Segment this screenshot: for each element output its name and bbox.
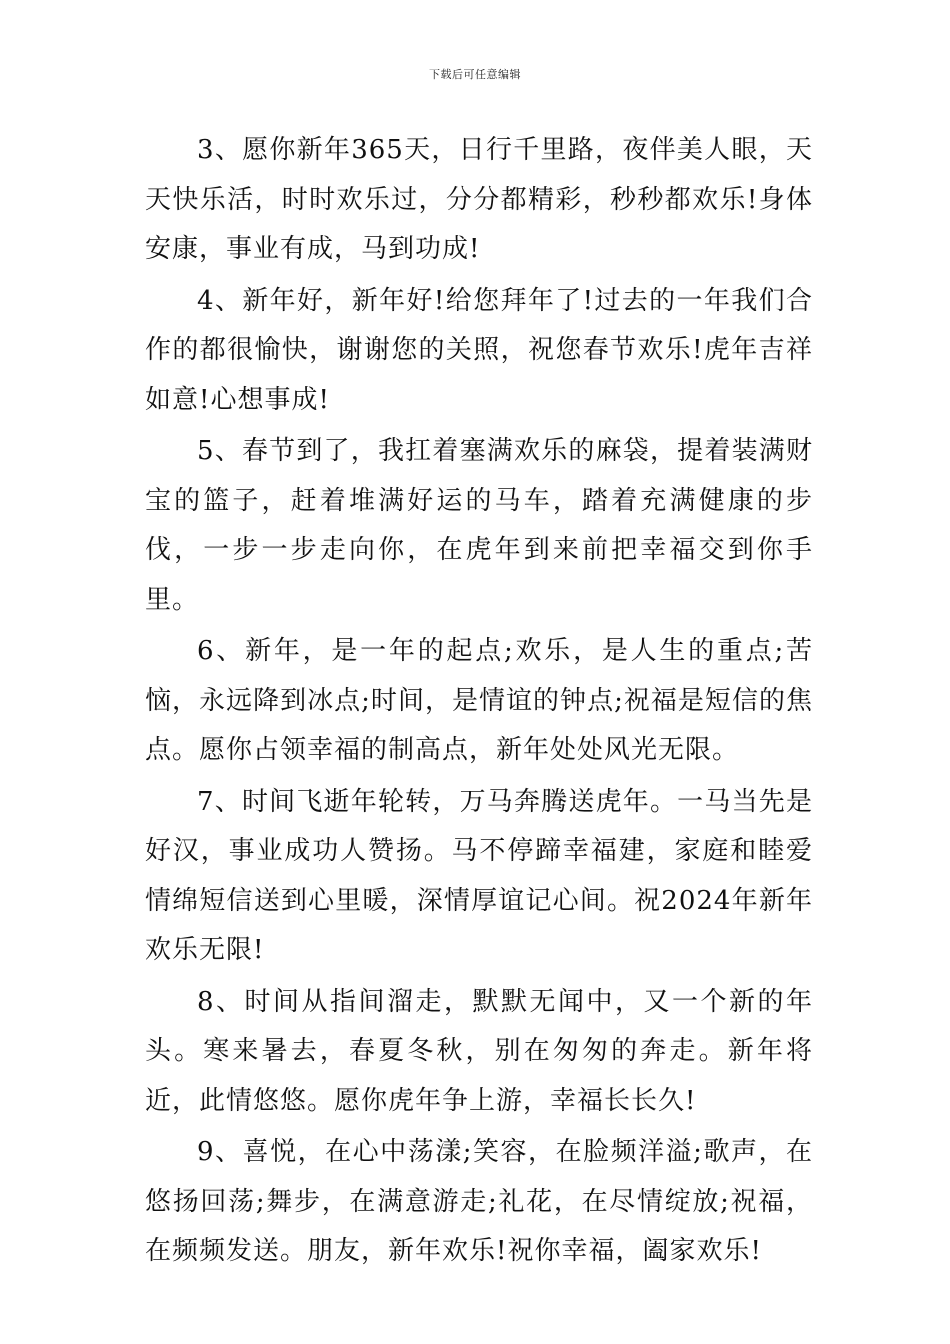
paragraph-4: 4、新年好，新年好!给您拜年了!过去的一年我们合作的都很愉快，谢谢您的关照，祝您春节欢乐!虎年吉祥如意!心想事成! xyxy=(145,285,813,415)
document-body xyxy=(145,126,813,1279)
paragraph-6: 6、新年，是一年的起点;欢乐，是人生的重点;苦恼，永远降到冰点;时间，是情谊的钟点;祝福是短信的焦点。愿你占领幸福的制高点，新年处处风光无限。 xyxy=(145,636,813,765)
paragraph-5: 5、春节到了，我扛着塞满欢乐的麻袋，提着装满财宝的篮子，赶着堆满好运的马车，踏着充满健康的步伐，一步一步走向你，在虎年到来前把幸福交到你手里。 xyxy=(145,436,813,615)
paragraph-9: 9、喜悦，在心中荡漾;笑容，在脸频洋溢;歌声，在悠扬回荡;舞步，在满意游走;礼花，在尽情绽放;祝福，在频频发送。朋友，新年欢乐!祝你幸福，阖家欢乐! xyxy=(145,1137,813,1266)
paragraph-8: 8、时间从指间溜走，默默无闻中，又一个新的年头。寒来暑去，春夏冬秋，别在匆匆的奔走。新年将近，此情悠悠。愿你虎年争上游，幸福长长久! xyxy=(145,986,813,1116)
paragraph-7: 7、时间飞逝年轮转，万马奔腾送虎年。一马当先是好汉，事业成功人赞扬。马不停蹄幸福建，家庭和睦爱情绵短信送到心里暖，深情厚谊记心间。祝2024年新年欢乐无限! xyxy=(145,786,813,965)
paragraph-3: 3、愿你新年365天，日行千里路，夜伴美人眼，天天快乐活，时时欢乐过，分分都精彩，秒秒都欢乐!身体安康，事业有成，马到功成! xyxy=(145,135,813,264)
header-note: 下载后可任意编辑 xyxy=(429,68,521,81)
